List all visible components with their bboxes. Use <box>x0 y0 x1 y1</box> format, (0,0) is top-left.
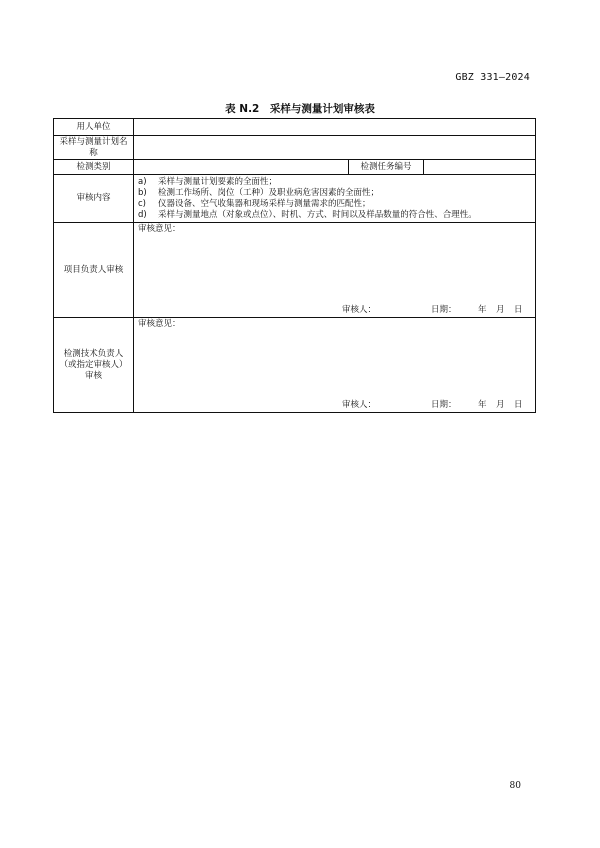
table-row <box>54 223 536 318</box>
day-label: 日 <box>514 305 523 315</box>
signature-line <box>138 305 531 316</box>
task-number-value[interactable] <box>424 160 536 175</box>
review-content-cell <box>134 175 536 223</box>
table-title: 表 N.2 采样与测量计划审核表 <box>225 103 375 115</box>
table-row <box>54 318 536 413</box>
project-lead-review-label: 项目负责人审核 <box>54 223 134 318</box>
page-number: 80 <box>509 781 521 791</box>
list-item: c) 仪器设备、空气收集器和现场采样与测量需求的匹配性； <box>138 198 371 209</box>
opinion-label: 审核意见： <box>138 319 181 329</box>
year-label: 年 <box>478 305 487 315</box>
employer-label: 用人单位 <box>54 119 134 136</box>
date-label: 日期： <box>431 400 457 410</box>
month-label: 月 <box>496 305 505 315</box>
review-content-label: 审核内容 <box>54 175 134 223</box>
standard-code: GBZ 331—2024 <box>455 72 530 83</box>
day-label: 日 <box>514 400 523 410</box>
detection-category-value[interactable] <box>134 160 349 175</box>
date-label: 日期： <box>431 305 457 315</box>
table-row <box>54 136 536 160</box>
month-label: 月 <box>496 400 505 410</box>
review-table <box>53 118 536 413</box>
project-lead-opinion-cell[interactable] <box>134 223 536 318</box>
tech-lead-opinion-cell[interactable] <box>134 318 536 413</box>
date-fields <box>478 400 523 411</box>
date-fields <box>478 305 523 316</box>
plan-name-value[interactable] <box>134 136 536 160</box>
reviewer-label: 审核人： <box>342 400 377 410</box>
review-items-list <box>138 176 531 222</box>
reviewer-label: 审核人： <box>342 305 377 315</box>
table-row <box>54 175 536 223</box>
opinion-label: 审核意见： <box>138 224 181 234</box>
signature-line <box>138 400 531 411</box>
list-item: d) 采样与测量地点（对象或点位）、时机、方式、时间以及样品数量的符合性、合理性。 <box>138 209 477 220</box>
table-row <box>54 119 536 136</box>
year-label: 年 <box>478 400 487 410</box>
plan-name-label: 采样与测量计划名称 <box>54 136 134 160</box>
table-row <box>54 160 536 175</box>
list-item: b) 检测工作场所、岗位（工种）及职业病危害因素的全面性； <box>138 187 380 198</box>
employer-value[interactable] <box>134 119 536 136</box>
task-number-label: 检测任务编号 <box>349 160 424 175</box>
list-item: a) 采样与测量计划要素的全面性； <box>138 176 278 187</box>
detection-category-label: 检测类别 <box>54 160 134 175</box>
tech-lead-review-label: 检测技术负责人 （或指定审核人） 审核 <box>54 318 134 413</box>
